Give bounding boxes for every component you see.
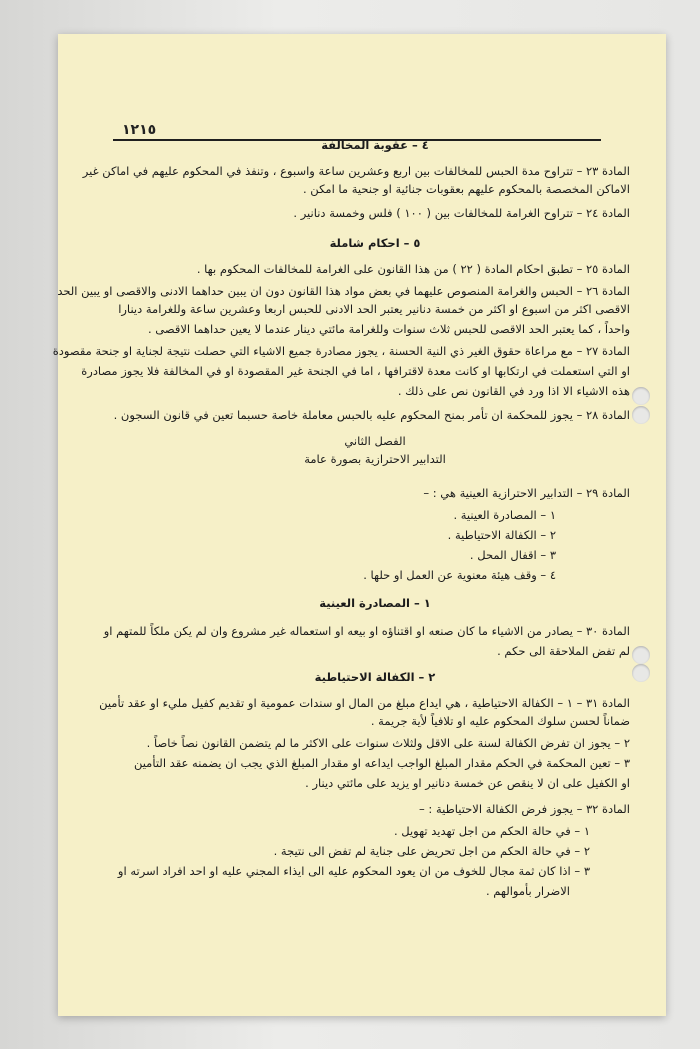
text-line: الاماكن المخصصة بالمحكوم عليهم بعقوبات جنائية او جنحية ما امكن . xyxy=(303,182,630,196)
section-heading: ٤ – عقوبة المخالفة xyxy=(321,138,429,152)
text-line: ٣ – اقفال المحل . xyxy=(469,548,556,562)
text-line: ١ – المصادرة العينية . xyxy=(453,508,556,522)
punch-hole xyxy=(632,646,650,664)
text-line: او الكفيل على ان لا ينقص عن خمسة دنانير او يزيد على مائتي دينار . xyxy=(305,776,630,790)
text-line: المادة ٢٣ – تتراوح مدة الحبس للمخالفات بين اربع وعشرين ساعة واسبوع ، وتنفذ في المحكوم عليهم في اماكن غير xyxy=(82,164,630,178)
text-line: او التي استعملت في ارتكابها او كانت معدة لاقترافها ، اما في الجنحة غير المقصودة او في المخالفة فلا يجوز مصادرة xyxy=(81,364,630,378)
text-line: المادة ٢٥ – تطبق احكام المادة ( ٢٢ ) من هذا القانون على الغرامة للمخالفات المحكوم بها . xyxy=(196,262,630,276)
text-line: ٣ – تعين المحكمة في الحكم مقدار المبلغ الواجب ايداعه او مقدار المبلغ الذي يجب ان يضمنه عقد التأمين xyxy=(133,756,630,770)
section-heading: ٢ – الكفالة الاحتياطية xyxy=(314,670,436,684)
text-line: ٣ – اذا كان ثمة مجال للخوف من ان يعود المحكوم عليه الى ايذاء المجني عليه او احد افراد اسرته او xyxy=(117,864,590,878)
punch-hole xyxy=(632,387,650,405)
text-line: ضماناً لحسن سلوك المحكوم عليه او تلافياً لأية جريمة . xyxy=(370,714,630,728)
text-line: الاقصى اكثر من اسبوع او اكثر من خمسة دنانير يعتبر الحد الادنى للحبس اربعا وعشرين ساعة وللغرامة دينارا xyxy=(118,302,630,316)
text-line: المادة ٣٢ – يجوز فرض الكفالة الاحتياطية : – xyxy=(419,802,630,816)
text-line: واحداً ، كما يعتبر الحد الاقصى للحبس ثلاث سنوات وللغرامة مائتي دينار عندما لا يعين حداهما الاقصى . xyxy=(147,322,630,336)
punch-hole xyxy=(632,406,650,424)
section-heading: الفصل الثاني xyxy=(344,434,406,448)
text-line: لم تفض الملاحقة الى حكم . xyxy=(497,644,630,658)
text-line: ٢ – الكفالة الاحتياطية . xyxy=(447,528,556,542)
text-line: المادة ٢٧ – مع مراعاة حقوق الغير ذي النية الحسنة ، يجوز مصادرة جميع الاشياء التي حصلت نتيجة لجناية او جنحة مقصودة xyxy=(52,344,630,358)
section-heading: ٥ – احكام شاملة xyxy=(329,236,421,250)
text-line: ٤ – وقف هيئة معنوية عن العمل او حلها . xyxy=(363,568,556,582)
text-line: المادة ٢٤ – تتراوح الغرامة للمخالفات بين ( ١٠٠ ) فلس وخمسة دنانير . xyxy=(293,206,630,220)
text-line: ١ – في حالة الحكم من اجل تهديد تهويل . xyxy=(393,824,590,838)
punch-hole xyxy=(632,664,650,682)
section-heading: ١ – المصادرة العينية xyxy=(319,596,431,610)
text-line: ٢ – يجوز ان تفرض الكفالة لسنة على الاقل ولثلاث سنوات على الاكثر ما لم يتضمن القانون نصاً خاصاً . xyxy=(146,736,630,750)
page-number: ١٢١٥ xyxy=(122,122,157,138)
text-line: المادة ٢٨ – يجوز للمحكمة ان تأمر بمنح المحكوم عليه بالحبس معاملة خاصة حسبما تعين في قانون السجون . xyxy=(113,408,630,422)
text-line: المادة ٣١ – ١ – الكفالة الاحتياطية ، هي ايداع مبلغ من المال او سندات عمومية او تقديم كفيل مليء او عقد تأمين xyxy=(99,696,630,710)
section-heading: التدابير الاحترازية بصورة عامة xyxy=(304,452,446,466)
document-page xyxy=(52,34,666,1016)
text-line: المادة ٢٦ – الحبس والغرامة المنصوص عليهما في بعض مواد هذا القانون دون ان يبين حداهما الادنى والاقصى او يبين الحد xyxy=(57,284,630,298)
text-line: ٢ – في حالة الحكم من اجل تحريض على جناية لم تفض الى نتيجة . xyxy=(273,844,590,858)
text-line: المادة ٢٩ – التدابير الاحترازية العينية هي : – xyxy=(423,486,630,500)
text-line: هذه الاشياء الا اذا ورد في القانون نص على ذلك . xyxy=(397,384,630,398)
text-line: المادة ٣٠ – يصادر من الاشياء ما كان صنعه او اقتناؤه او بيعه او استعماله غير مشروع وان لم يكن ملكاً للمتهم او xyxy=(103,624,630,638)
text-line: الاضرار بأموالهم . xyxy=(485,884,570,898)
